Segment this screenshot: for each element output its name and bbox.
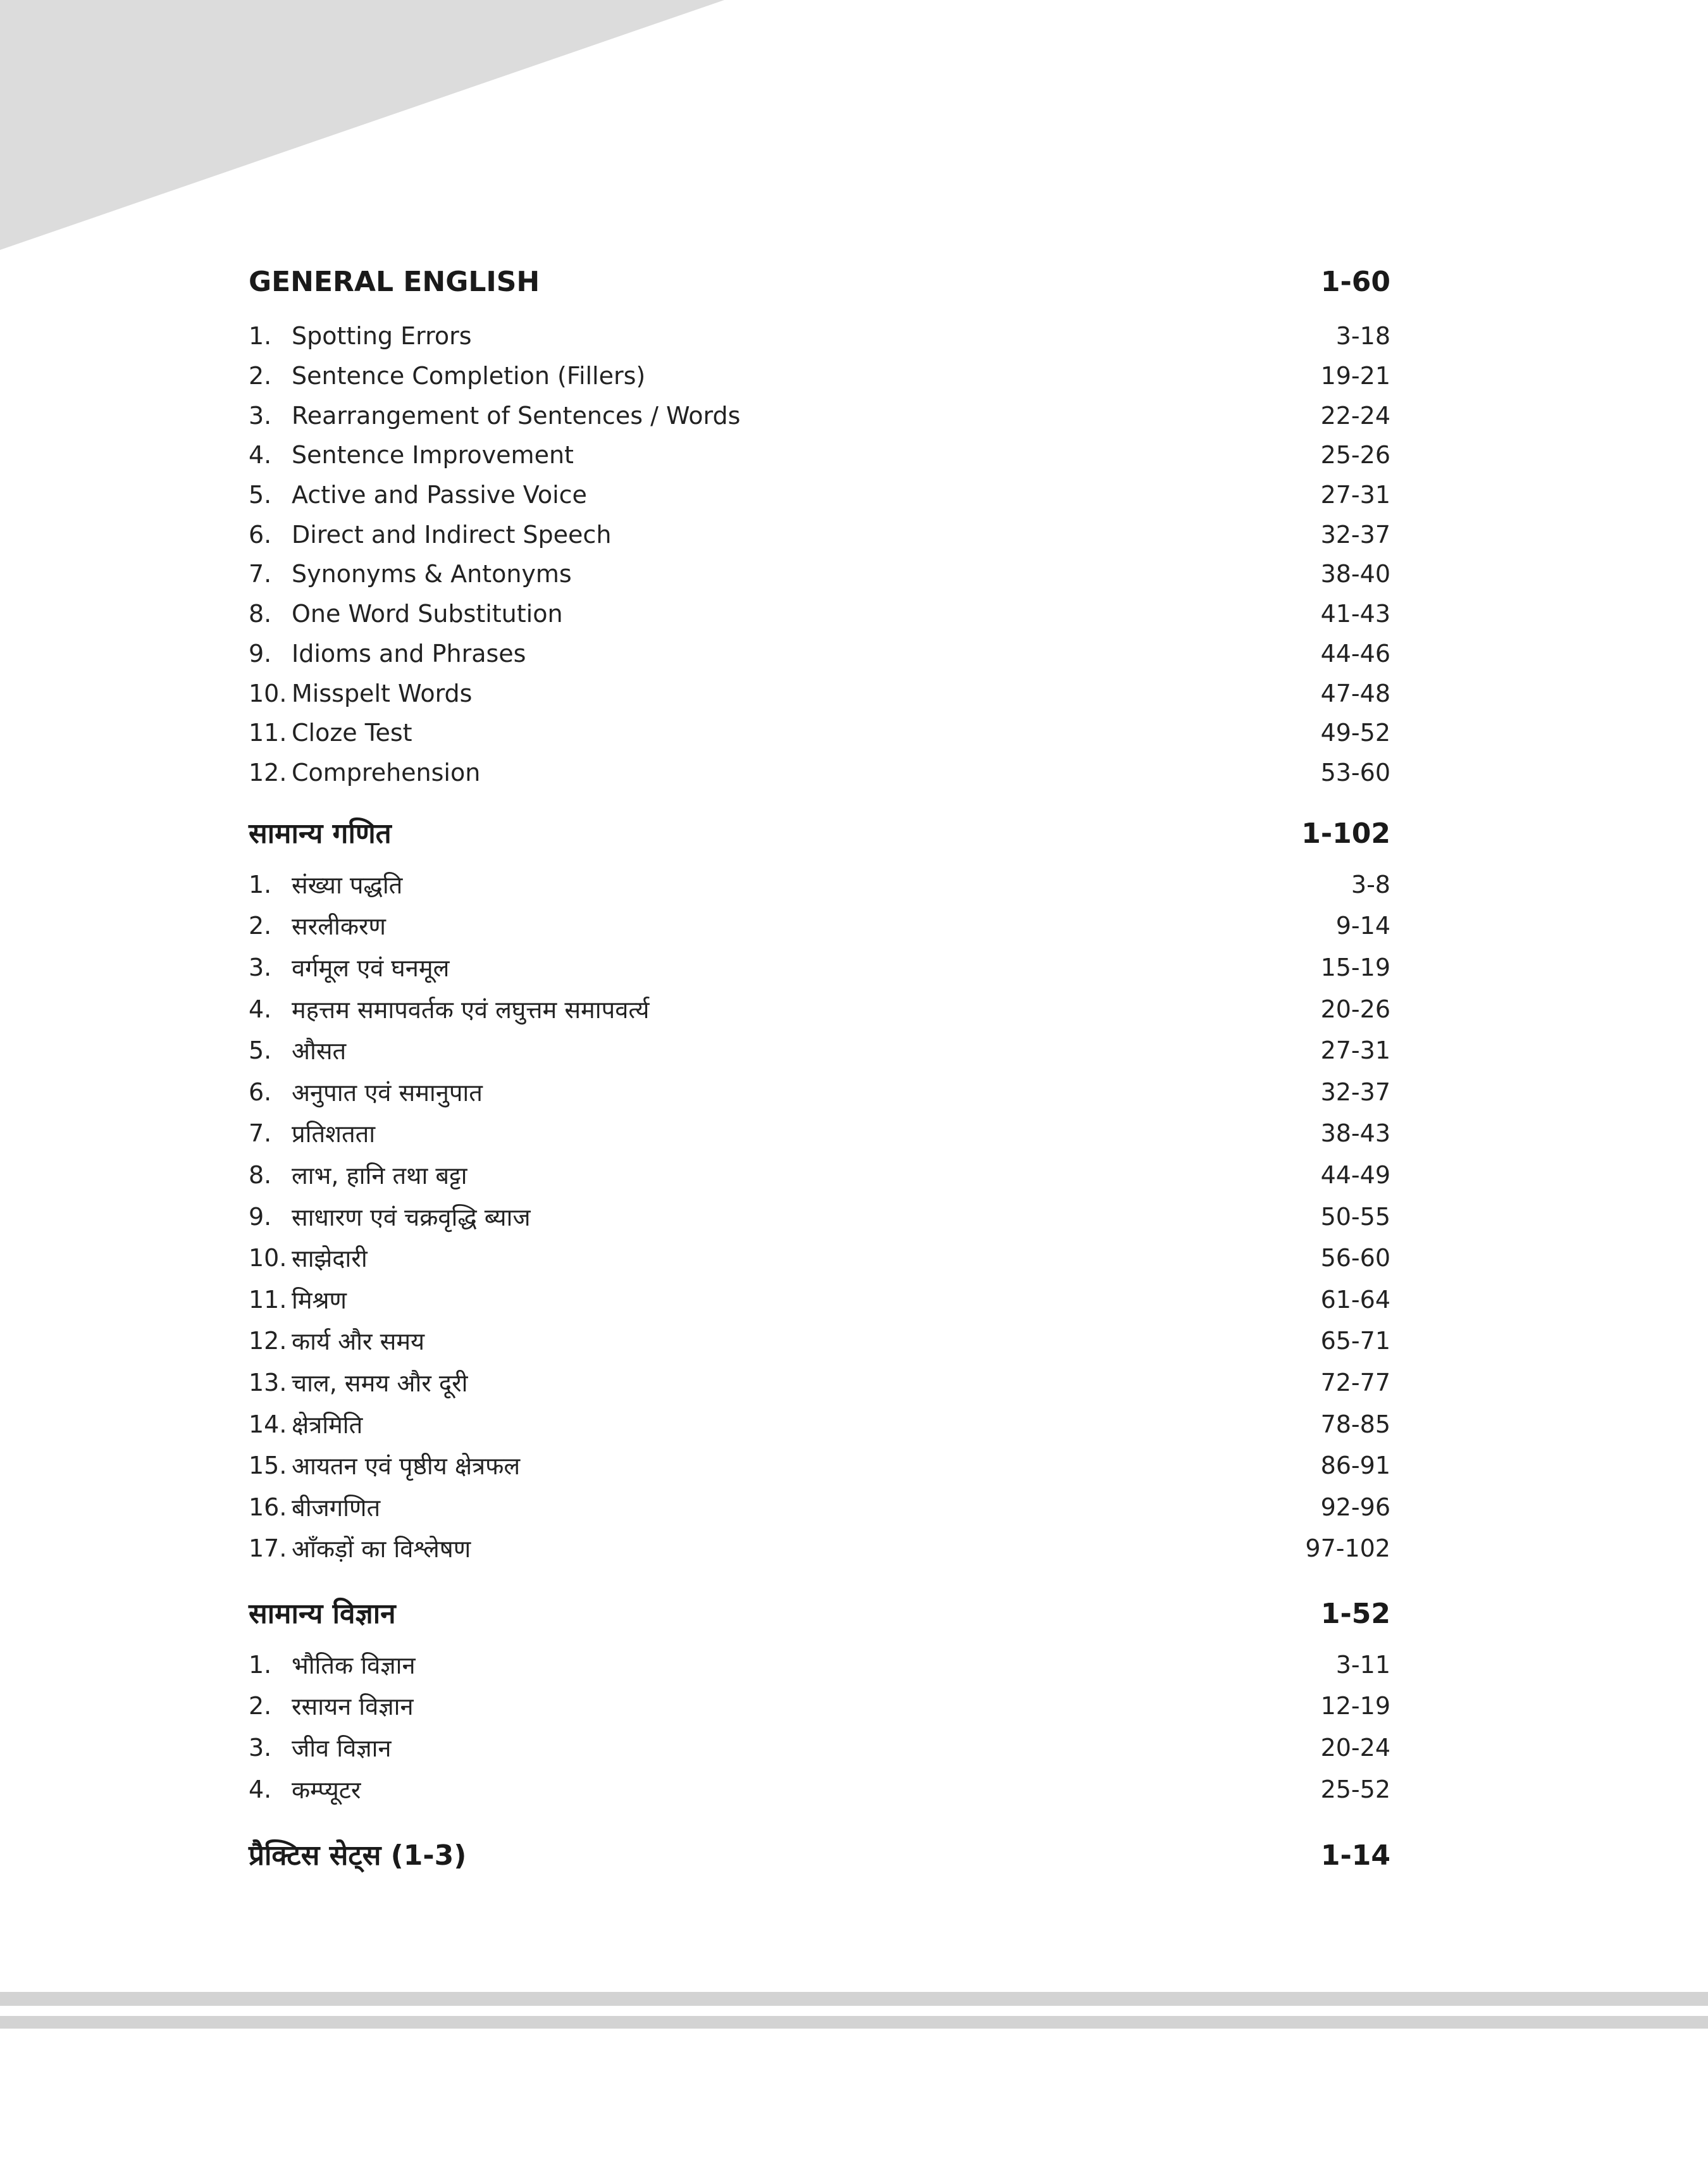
entry-number: 2. — [249, 912, 272, 940]
entry-pages: 3-18 — [1335, 322, 1390, 351]
entry-title: Sentence Completion (Fillers) — [292, 362, 646, 390]
entry-number: 7. — [249, 560, 272, 588]
entry-pages: 25-26 — [1320, 441, 1390, 470]
entry-title: संख्या पद्धति — [292, 871, 403, 899]
entry-title: औसत — [292, 1037, 347, 1066]
toc-entry — [249, 475, 1390, 515]
toc-entry — [249, 594, 1390, 634]
entry-number: 2. — [249, 1692, 272, 1720]
entry-number: 10. — [249, 1244, 287, 1272]
entry-number: 4. — [249, 995, 272, 1023]
entry-number: 5. — [249, 481, 272, 509]
entry-number: 9. — [249, 639, 272, 668]
section-title: सामान्य गणित — [249, 818, 392, 850]
toc-entry — [249, 753, 1390, 793]
entry-title: Rearrangement of Sentences / Words — [292, 401, 741, 430]
entry-pages: 56-60 — [1320, 1244, 1390, 1272]
toc-entry — [249, 947, 1390, 988]
entry-pages: 44-46 — [1320, 639, 1390, 668]
entry-number: 11. — [249, 719, 287, 747]
toc-entry — [249, 1403, 1390, 1445]
entry-title: प्रतिशतता — [292, 1120, 376, 1148]
entry-number: 5. — [249, 1036, 272, 1065]
entry-pages: 86-91 — [1320, 1452, 1390, 1480]
entry-number: 4. — [249, 441, 272, 470]
entry-title: मिश्रण — [292, 1286, 347, 1314]
entry-title: साझेदारी — [292, 1245, 368, 1273]
section-pages: 1-60 — [1320, 266, 1390, 298]
entry-number: 1. — [249, 1650, 272, 1679]
entry-title: Sentence Improvement — [292, 441, 574, 470]
toc-section-general-science — [249, 1593, 1390, 1810]
entry-title: महत्तम समापवर्तक एवं लघुत्तम समापवर्त्य — [292, 995, 650, 1024]
entry-number: 14. — [249, 1410, 287, 1438]
toc-entry — [249, 988, 1390, 1030]
entry-pages: 3-8 — [1351, 870, 1390, 899]
toc-entry — [249, 1445, 1390, 1486]
entry-number: 8. — [249, 1160, 272, 1189]
entry-title: One Word Substitution — [292, 600, 563, 628]
section-header — [249, 813, 1390, 856]
entry-title: चाल, समय और दूरी — [292, 1369, 468, 1397]
entry-title: Misspelt Words — [292, 679, 473, 707]
entry-pages: 41-43 — [1320, 600, 1390, 628]
entry-title: रसायन विज्ञान — [292, 1693, 414, 1721]
entry-pages: 25-52 — [1320, 1775, 1390, 1803]
toc-section-practice-sets — [249, 1835, 1390, 1878]
entry-pages: 61-64 — [1320, 1285, 1390, 1314]
entry-title: लाभ, हानि तथा बट्टा — [292, 1161, 467, 1190]
entry-number: 15. — [249, 1452, 287, 1480]
toc-entry — [249, 713, 1390, 753]
entry-pages: 78-85 — [1320, 1410, 1390, 1438]
toc-entry — [249, 1362, 1390, 1403]
toc-section-general-maths — [249, 813, 1390, 1569]
entry-number: 13. — [249, 1368, 287, 1396]
entry-pages: 27-31 — [1320, 1036, 1390, 1065]
entry-pages: 12-19 — [1320, 1692, 1390, 1720]
section-title: सामान्य विज्ञान — [249, 1598, 396, 1630]
toc-entry — [249, 316, 1390, 356]
toc-section-general-english — [249, 266, 1390, 792]
entry-pages: 38-40 — [1320, 560, 1390, 588]
entry-pages: 65-71 — [1320, 1327, 1390, 1355]
entry-pages: 49-52 — [1320, 719, 1390, 747]
toc-entry — [249, 1727, 1390, 1769]
entry-pages: 32-37 — [1320, 1078, 1390, 1106]
toc-entry — [249, 1528, 1390, 1570]
toc-entry — [249, 554, 1390, 594]
entry-title: जीव विज्ञान — [292, 1734, 392, 1762]
section-pages: 1-102 — [1301, 818, 1390, 850]
entry-number: 12. — [249, 1327, 287, 1355]
entry-pages: 97-102 — [1305, 1534, 1390, 1563]
entry-number: 11. — [249, 1285, 287, 1314]
entry-number: 16. — [249, 1493, 287, 1521]
entry-title: क्षेत्रमिति — [292, 1410, 363, 1439]
toc-entry — [249, 1644, 1390, 1686]
section-pages: 1-14 — [1320, 1839, 1390, 1872]
entry-title: Cloze Test — [292, 719, 412, 747]
entry-title: Spotting Errors — [292, 322, 472, 351]
entry-title: वर्गमूल एवं घनमूल — [292, 954, 450, 982]
entry-pages: 20-24 — [1320, 1733, 1390, 1762]
entry-number: 1. — [249, 322, 272, 351]
toc-entry — [249, 1237, 1390, 1279]
toc-entry — [249, 356, 1390, 396]
section-header — [249, 266, 1390, 309]
entry-pages: 3-11 — [1335, 1650, 1390, 1679]
entry-pages: 22-24 — [1320, 401, 1390, 430]
section-header — [249, 1835, 1390, 1878]
entry-pages: 44-49 — [1320, 1160, 1390, 1189]
toc-entry — [249, 634, 1390, 674]
entry-pages: 50-55 — [1320, 1202, 1390, 1231]
toc-entry — [249, 673, 1390, 713]
entry-number: 12. — [249, 758, 287, 787]
footer-rule-bottom — [0, 2016, 1708, 2029]
entry-pages: 9-14 — [1335, 912, 1390, 940]
entry-title: सरलीकरण — [292, 912, 387, 941]
section-title: GENERAL ENGLISH — [249, 266, 540, 298]
footer-rule-top — [0, 1992, 1708, 2006]
entry-title: आयतन एवं पृष्ठीय क्षेत्रफल — [292, 1452, 521, 1481]
entry-number: 2. — [249, 362, 272, 390]
entry-pages: 92-96 — [1320, 1493, 1390, 1521]
entry-pages: 27-31 — [1320, 481, 1390, 509]
toc-entry — [249, 1769, 1390, 1810]
toc-entry — [249, 514, 1390, 554]
entry-number: 10. — [249, 679, 287, 707]
entry-title: Comprehension — [292, 758, 481, 787]
toc-entry — [249, 1486, 1390, 1528]
entry-number: 3. — [249, 953, 272, 981]
entry-pages: 32-37 — [1320, 520, 1390, 549]
toc-entry — [249, 1154, 1390, 1196]
entry-number: 6. — [249, 1078, 272, 1106]
entry-number: 8. — [249, 600, 272, 628]
entry-title: भौतिक विज्ञान — [292, 1651, 416, 1679]
entry-number: 1. — [249, 870, 272, 899]
section-header — [249, 1593, 1390, 1636]
entry-pages: 72-77 — [1320, 1368, 1390, 1396]
entry-title: साधारण एवं चक्रवृद्धि ब्याज — [292, 1203, 531, 1231]
entry-number: 3. — [249, 401, 272, 430]
section-title: प्रैक्टिस सेट्स (1-3) — [249, 1839, 467, 1872]
toc-entry — [249, 435, 1390, 475]
section-pages: 1-52 — [1320, 1598, 1390, 1630]
entry-pages: 15-19 — [1320, 953, 1390, 981]
entry-pages: 53-60 — [1320, 758, 1390, 787]
entry-title: अनुपात एवं समानुपात — [292, 1078, 483, 1107]
entry-title: Idioms and Phrases — [292, 639, 526, 668]
entry-number: 17. — [249, 1534, 287, 1563]
toc-entry — [249, 905, 1390, 947]
toc-entry — [249, 1071, 1390, 1113]
toc-entry — [249, 1321, 1390, 1362]
entry-pages: 20-26 — [1320, 995, 1390, 1023]
entry-title: आँकड़ों का विश्लेषण — [292, 1535, 471, 1564]
entry-title: Synonyms & Antonyms — [292, 560, 572, 588]
entry-number: 3. — [249, 1733, 272, 1762]
toc-entry — [249, 1279, 1390, 1321]
entry-number: 4. — [249, 1775, 272, 1803]
toc-entry — [249, 864, 1390, 905]
entry-pages: 47-48 — [1320, 679, 1390, 707]
entry-title: कम्प्यूटर — [292, 1776, 361, 1804]
toc-entry — [249, 1686, 1390, 1727]
entry-title: Direct and Indirect Speech — [292, 520, 612, 549]
entry-title: बीजगणित — [292, 1493, 381, 1522]
entry-title: Active and Passive Voice — [292, 481, 587, 509]
toc-entry — [249, 1029, 1390, 1071]
entry-title: कार्य और समय — [292, 1328, 425, 1356]
entry-number: 6. — [249, 520, 272, 549]
entry-number: 7. — [249, 1119, 272, 1148]
corner-triangle-decoration — [0, 0, 727, 253]
toc-entry — [249, 1196, 1390, 1238]
entry-pages: 38-43 — [1320, 1119, 1390, 1148]
entry-pages: 19-21 — [1320, 362, 1390, 390]
toc-entry — [249, 395, 1390, 435]
toc-entry — [249, 1113, 1390, 1155]
entry-number: 9. — [249, 1202, 272, 1231]
